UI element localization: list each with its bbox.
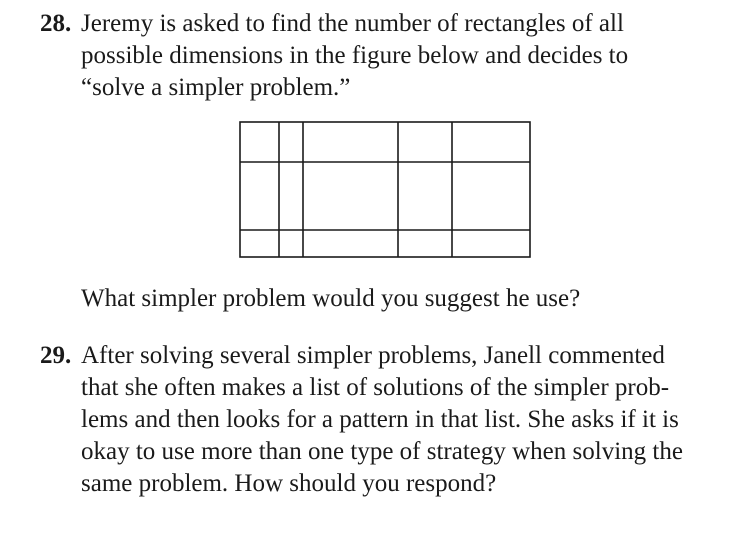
problem-text-line: that she often makes a list of solutions of the simpler prob- bbox=[81, 374, 670, 401]
followup-question: What simpler problem would you suggest he use? bbox=[81, 285, 581, 312]
problem-text-line: possible dimensions in the figure below and decides to bbox=[81, 42, 629, 69]
problem-text-line: After solving several simpler problems, Janell commented bbox=[81, 342, 665, 369]
problem-number: 29. bbox=[40, 342, 72, 369]
problem-text-line: “solve a simpler problem.” bbox=[81, 74, 351, 101]
problem-number: 28. bbox=[40, 10, 72, 37]
problem-text-line: okay to use more than one type of strategy when solving the bbox=[81, 438, 683, 465]
problem-text-line: lems and then looks for a pattern in that list. She asks if it is bbox=[81, 406, 679, 433]
grid-outer-border bbox=[240, 122, 530, 257]
problem-text-line: same problem. How should you respond? bbox=[81, 470, 497, 497]
rectangle-grid-figure bbox=[238, 120, 534, 260]
problem-text-line: Jeremy is asked to find the number of rectangles of all bbox=[81, 10, 624, 37]
